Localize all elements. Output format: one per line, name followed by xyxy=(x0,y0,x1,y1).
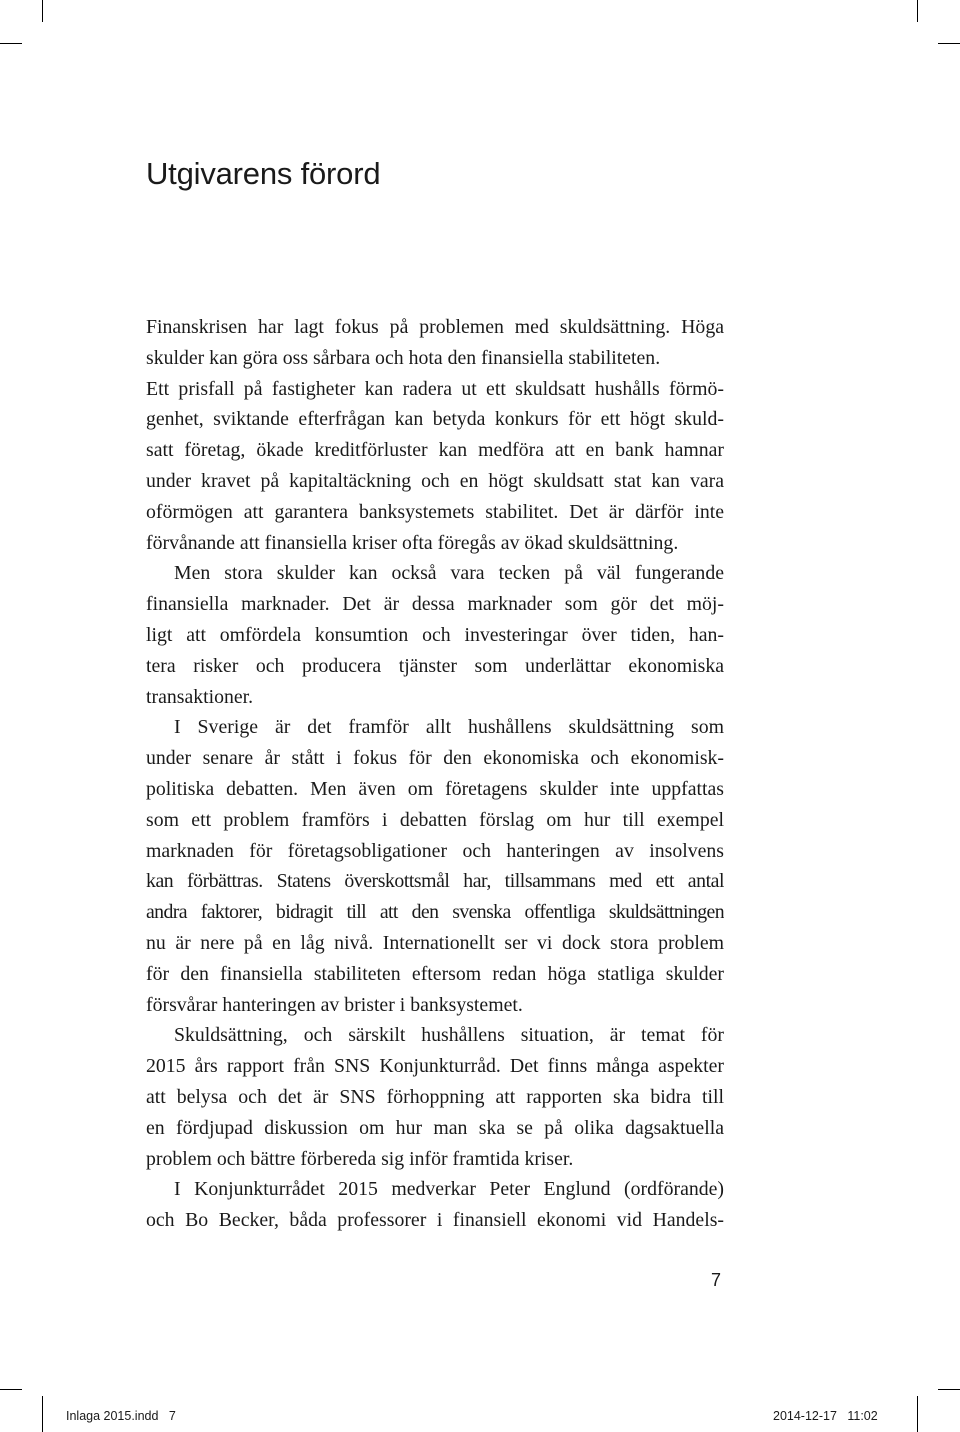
text-line: en fördjupad diskussion om hur man ska se på olika dagsaktuella xyxy=(146,1116,724,1139)
text-line: nu är nere på en låg nivå. Internationellt ser vi dock stora problem xyxy=(146,931,724,954)
crop-mark-top-left-v xyxy=(42,0,43,22)
text-line: Ett prisfall på fastigheter kan radera ut ett skuldsatt hushålls förmö- xyxy=(146,377,724,400)
text-line: I Sverige är det framför allt hushållens skuldsättning som xyxy=(174,716,724,739)
text-line: oförmögen att garantera banksystemets stabilitet. Det är därför inte xyxy=(146,500,724,523)
text-line: marknaden för företagsobligationer och hanteringen av insolvens xyxy=(146,839,724,862)
text-line: satt företag, ökade kreditförluster kan medföra att en bank hamnar xyxy=(146,439,724,462)
text-line: politiska debatten. Men även om företagens skulder inte uppfattas xyxy=(146,777,724,800)
text-line: under kravet på kapitaltäckning och en högt skuldsatt stat kan vara xyxy=(146,469,724,492)
text-line: Finanskrisen har lagt fokus på problemen med skuldsättning. Höga xyxy=(146,316,724,338)
body-text xyxy=(146,312,724,1236)
slug-divider-left xyxy=(42,1396,43,1432)
page-title: Utgivarens förord xyxy=(146,156,381,191)
text-line: kan förbättras. Statens överskottsmål har, tillsammans med ett antal xyxy=(146,870,724,893)
crop-mark-top-right-v xyxy=(917,0,918,22)
crop-mark-bottom-left-h xyxy=(0,1389,22,1390)
slug-divider-right xyxy=(917,1396,918,1432)
text-line: att belysa och det är SNS förhoppning att rapporten ska bidra till xyxy=(146,1085,724,1108)
text-line: och Bo Becker, båda professorer i finansiell ekonomi vid Handels- xyxy=(146,1209,724,1232)
text-line: 2015 års rapport från SNS Konjunkturråd. Det finns många aspekter xyxy=(146,1055,724,1078)
text-line: tera risker och producera tjänster som underlättar ekonomiska xyxy=(146,654,724,677)
text-line: transaktioner. xyxy=(146,685,254,708)
text-line: försvårar hanteringen av brister i banksystemet. xyxy=(146,993,523,1016)
text-line: Men stora skulder kan också vara tecken på väl fungerande xyxy=(174,562,724,585)
page-number: 7 xyxy=(711,1270,722,1290)
text-line: andra faktorer, bidragit till att den svenska offentliga skuldsättningen xyxy=(146,901,724,924)
slug-timestamp: 2014-12-17 11:02 xyxy=(773,1409,878,1423)
text-line: ligt att omfördela konsumtion och investeringar över tiden, han- xyxy=(146,623,724,646)
text-line: förvånande att finansiella kriser ofta föregås av ökad skuldsättning. xyxy=(146,531,679,554)
crop-mark-bottom-right-h xyxy=(938,1389,960,1390)
text-line: problem och bättre förbereda sig inför framtida kriser. xyxy=(146,1147,574,1170)
text-line: genhet, sviktande efterfrågan kan betyda konkurs för ett högt skuld- xyxy=(146,408,724,431)
text-line: under senare år stått i fokus för den ekonomiska och ekonomisk- xyxy=(146,747,724,770)
text-line: finansiella marknader. Det är dessa marknader som gör det möj- xyxy=(146,593,724,616)
text-line: för den finansiella stabiliteten eftersom redan höga statliga skulder xyxy=(146,962,724,985)
text-line: I Konjunkturrådet 2015 medverkar Peter Englund (ordförande) xyxy=(174,1178,724,1201)
crop-mark-top-right-h xyxy=(938,43,960,44)
text-line: skulder kan göra oss sårbara och hota den finansiella stabiliteten. xyxy=(146,346,661,369)
crop-mark-top-left-h xyxy=(0,43,22,44)
text-line: Skuldsättning, och särskilt hushållens situation, är temat för xyxy=(174,1024,724,1047)
slug-file-name: Inlaga 2015.indd 7 xyxy=(66,1409,176,1423)
text-line: som ett problem framförs i debatten förslag om hur till exempel xyxy=(146,808,724,831)
